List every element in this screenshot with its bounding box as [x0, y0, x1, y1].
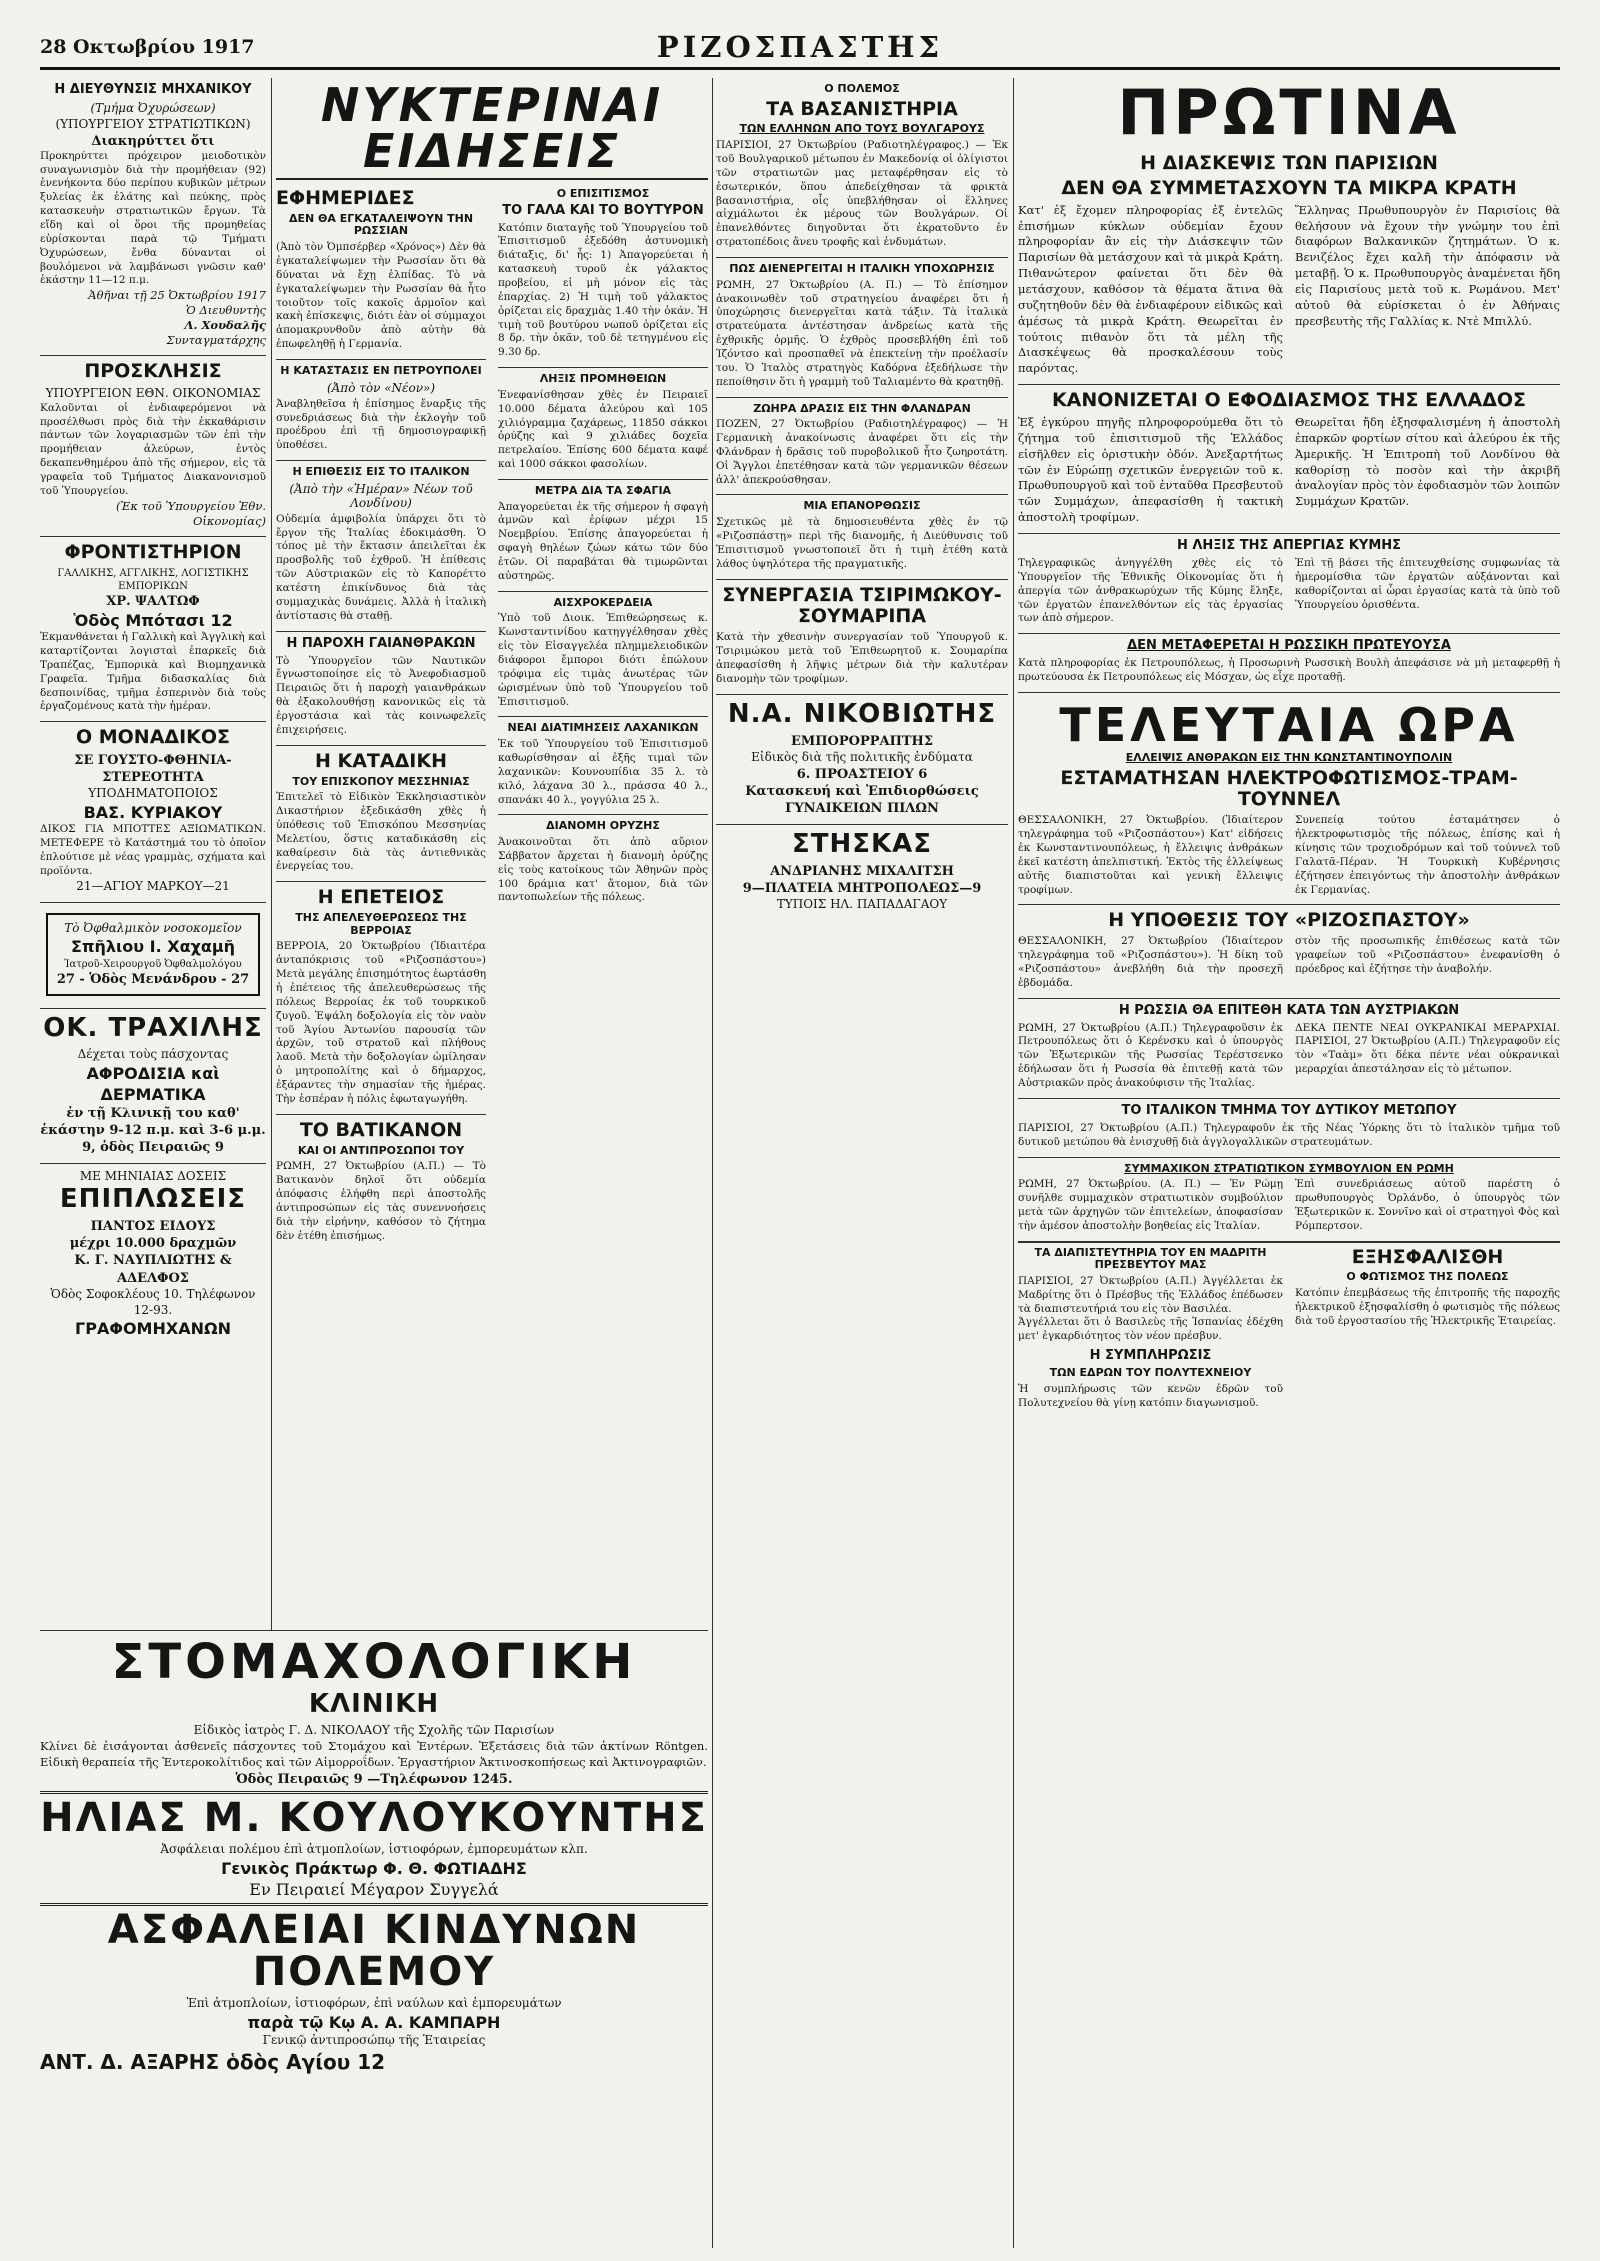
supply-body: Ἐνεφανίσθησαν χθὲς ἐν Πειραιεῖ 10.000 δέματα ἀλεύρου καὶ 105 χιλιόγραμμα ζαχάρεως, 11850 σάκκοι ὀρύζης καὶ 9 χιλιάδες δοχεῖα πετρελαίου. Ἐπίσης 600 δέματα καφέ καὶ 1000 σάκκοι φασολίων. [498, 388, 708, 471]
notice-title: Η ΔΙΕΥΘΥΝΣΙΣ ΜΗΧΑΝΙΚΟΥ [54, 82, 252, 97]
exosf-body: Κατόπιν ἐπεμβάσεως τῆς ἐπιτροπῆς τῆς παροχῆς ἠλεκτρικοῦ ἐξησφαλίσθη ὁ φωτισμὸς τῆς πόλεως διὰ τοῦ ἐργοστασίου τῆς Ἠλεκτρικῆς Ἑταιρείας. [1295, 1287, 1560, 1327]
news-body: Τὸ Ὑπουργεῖον τῶν Ναυτικῶν ἔγνωστοποίησε εἰς τὸ Ἀνεφοδιασμοῦ Πειραιῶς ὅτι ἡ παροχὴ γαιανθράκων θὰ ἐξακολουθήσῃ κανονικῶς εἰς τὰ ἐργοστάσια καὶ τὰς κοινωφελεῖς ἐπιχειρήσεις. [276, 654, 486, 736]
masthead [40, 30, 1560, 70]
koul-line: Ἀσφάλειαι πολέμου ἐπὶ ἀτμοπλοίων, ἱστιοφόρων, ἐμπορευμάτων κλπ. [160, 1841, 588, 1856]
ad-title: ΣΤΗΣΚΑΣ [791, 829, 933, 859]
war-body: ΠΑΡΙΣΙΟΙ, 27 Ὀκτωβρίου (Ραδιοτηλέγραφος.) — Ἐκ τοῦ Βουλγαρικοῦ μέτωπου ἐν Μακεδονίᾳ οἱ ὀλίγιστοι τῶν στρατιωτῶν μας μεταφέρθησαν εἰς τὸ ἐσωτερικόν, ὅπου ἀπεδείχθησαν τὰ φρικτὰ βασανιστήρια, οἷς ὑπεβλήθησαν οἱ ἕλληνες αἰχμάλωτοι ἐκ μέρους τῶν Βουλγάρων. Οἱ ἐπανελθόντες διηγοῦνται ὅτι ἐκρατοῦντο ἐν στρατοπέδοις ἄνευ τροφῆς καὶ ἐνδυμάτων. [716, 139, 1008, 249]
notice-signature: (Ἐκ τοῦ Ὑπουργείου Ἐθν. Οἰκονομίας) [116, 498, 266, 528]
supply-body: Ἀνακοινοῦται ὅτι ἀπὸ αὔριον Σάββατον ἄρχεται ἡ διανομὴ ὀρύζης εἰς τοὺς κατοίκους τῶν Ἀθηνῶν πρὸς 100 δράμια κατ' ἄτομον, διὰ τῶν παντοπωλείων τῆς πόλεως. [498, 836, 708, 904]
war-body: ΡΩΜΗ, 27 Ὀκτωβρίου (Α. Π.) — Τὸ ἐπίσημον ἀνακοινωθὲν τοῦ στρατηγείου ἀναφέρει ὅτι ἡ ὑποχώρησις διενεργεῖται κατὰ τάξιν. Τὰ ἰταλικὰ στρατεύματα ἀντέστησαν ἀνδρείως κατὰ τῆς ἐχθρικῆς ὁρμῆς. Ὁ ἐχθρὸς προσεβλήθη ἐπὶ τοῦ Ἰζόντσο καὶ προσπαθεῖ νὰ ἐπεκτείνῃ τὴν προέλασίν του. Ὁ Ἰταλὸς στρατηγὸς Καδόρνα ἐξεδήλωσε τὴν πεποίθησιν ὅτι ἡ γραμμὴ τοῦ Ταλιαμέντο θὰ κρατηθῇ. [716, 278, 1008, 388]
paris-conference [1018, 148, 1560, 385]
notice-body: Προκηρύττει πρόχειρον μειοδοτικὸν συναγωνισμὸν διὰ τὴν προμήθειαν (92) ἐνενήκοντα δύο περίπου κυβικῶν μέτρων ξυλείας ἐκ ἐλάτης καὶ πεύκης, πρὸς κατασκευὴν στρατιωτικῶν ἔργων. Τὰ εἴδη καὶ οἱ ὅροι τῆς προμηθείας εὑρίσκονται παρὰ τῷ Τμήματι Ὀχυρώσεων, ἔνθα δύνανται οἱ βουλόμενοι νὰ λαμβάνωσι γνῶσιν καθ' ἑκάστην 11—12 π.μ. [40, 149, 266, 287]
news-body: Ἐπιτελεῖ τὸ Εἰδικὸν Ἐκκλησιαστικὸν Δικαστήριον ἐξεδικάσθη χθὲς ἡ ὑπόθεσις τοῦ Ἐπισκόπου Μεσσηνίας Μελετίου, ὅστις καταδικάσθη εἰς καθαίρεσιν διὰ τὰς ἀντιεθνικὰς ἐνεργείας του. [276, 791, 486, 873]
supply-item [498, 815, 708, 912]
supply-item [498, 480, 708, 592]
ad-line: Κ. Γ. ΝΑΥΠΛΙΩΤΗΣ & ΑΔΕΛΦΟΣ [74, 1253, 232, 1286]
ad-title: ΟΚ. ΤΡΑΧΙΛΗΣ [43, 1012, 263, 1043]
ad-line: Ὁδὸς Σοφοκλέους 10. Τηλέφωνον 12-93. [50, 1286, 256, 1317]
ad-line: ἐν τῇ Κλινικῇ του καθ' ἑκάστην 9-12 π.μ. καὶ 3-6 μ.μ. [40, 1105, 266, 1139]
supply-title: ΛΗΞΙΣ ΠΡΟΜΗΘΕΙΩΝ [539, 372, 667, 386]
aus-title: Η ΡΩΣΣΙΑ ΘΑ ΕΠΙΤΕΘΗ ΚΑΤΑ ΤΩΝ ΑΥΣΤΡΙΑΚΩΝ [1118, 1002, 1460, 1018]
ration-title: ΚΑΝΟΝΙΖΕΤΑΙ Ο ΕΦΟΔΙΑΣΜΟΣ ΤΗΣ ΕΛΛΑΔΟΣ [1051, 389, 1527, 412]
ad-body: Ἐκμανθάνεται ἡ Γαλλικὴ καὶ Ἀγγλικὴ καὶ καταρτίζονται λογισταὶ ἐπαρκεῖς διὰ Τραπέζας, Ἐμπορικὰ καὶ Βιομηχανικὰ Γραφεῖα. Τμῆμα διδασκαλίας διὰ δεσποινίδας, τμῆμα ἐσπερινὸν διὰ τοὺς ἐργαζομένους κατὰ τὴν ἡμέραν. [40, 631, 266, 713]
war-title: ΤΑ ΒΑΣΑΝΙΣΤΗΡΙΑ [766, 97, 958, 120]
latest-news-banner: ΠΡΩΤΙΝΑ [1117, 78, 1461, 149]
notice-line: (ΥΠΟΥΡΓΕΙΟΥ ΣΤΡΑΤΙΩΤΙΚΩΝ) [55, 116, 251, 131]
madrid-body: ΠΑΡΙΣΙΟΙ, 27 Ὀκτωβρίου (Α.Π.) Ἀγγέλλεται ἐκ Μαδρίτης ὅτι ὁ Πρέσβυς τῆς Ἑλλάδος ἐπέδωσεν τὰ διαπιστευτήριά του εἰς τὸν Βασιλέα. [1018, 1274, 1283, 1315]
column-rule [1013, 78, 1014, 2248]
news-body: ΡΩΜΗ, 27 Ὀκτωβρίου (Α.Π.) — Τὸ Βατικανὸν δηλοῖ ὅτι οὐδεμία ἀπόφασις ἐλήφθη περὶ ἀποστολῆς ἀντιπροσώπων εἰς τὰς συνεννοήσεις διὰ τὴν εἰρήνην, καθόσον τὸ ζήτημα δὲν ἐτέθη ἐπισήμως. [276, 1160, 486, 1242]
russia-title: ΔΕΝ ΜΕΤΑΦΕΡΕΤΑΙ Η ΡΩΣΣΙΚΗ ΠΡΩΤΕΥΟΥΣΑ [1127, 638, 1451, 654]
kymi-strike [1018, 534, 1560, 634]
war-title: ΜΙΑ ΕΠΑΝΟΡΘΩΣΙΣ [803, 499, 921, 513]
war-item [716, 78, 1008, 258]
notice-signature: Ὁ Διευθυντὴς [185, 303, 266, 318]
aus-body-left: ΡΩΜΗ, 27 Ὀκτωβρίου (Α.Π.) Τηλεγραφοῦσιν ἐκ Πετρουπόλεως ὅτι ὁ Κερένσκυ καὶ ὁ ὑπουργὸς τῶν Ἐξωτερικῶν τῆς Ρωσσίας Τερέστσενκο ἐδήλωσαν ὅτι ἡ Ρωσσία θὰ ἐπιτεθῇ κατὰ τῶν Αὐστριακῶν πρὸς ἀνακούφισιν τῆς Ἰταλίας. [1018, 1021, 1283, 1090]
ad-line: 9, ὁδὸς Πειραιῶς 9 [82, 1140, 224, 1156]
ad-line: 6. ΠΡΟΑΣΤΕΙΟΥ 6 [796, 766, 928, 782]
ad-frame [46, 913, 260, 996]
news-title: Η ΚΑΤΑΣΤΑΣΙΣ ΕΝ ΠΕΤΡΟΥΠΟΛΕΙ [280, 364, 482, 377]
war-kicker: Ο ΠΟΛΕΜΟΣ [824, 82, 900, 95]
news-title: ΤΟ ΒΑΤΙΚΑΝΟΝ [299, 1118, 463, 1141]
greece-supply [1018, 385, 1560, 534]
supply-body: Ἀπαγορεύεται ἐκ τῆς σήμερον ἡ σφαγὴ ἀμνῶν καὶ ἐρίφων μέχρι 15 Νοεμβρίου. Ἐπίσης ἀπαγορεύεται ἡ σφαγὴ θηλέων ζώων κάτω τῶν δύο ἐτῶν. Οἱ παραβάται θὰ τιμωρῶνται αὐστηρῶς. [498, 500, 708, 582]
russia-body: Κατὰ πληροφορίας ἐκ Πετρουπόλεως, ἡ Προσωρινὴ Ρωσσικὴ Βουλὴ ἀπεφάσισε νὰ μὴ μεταφερθῇ ἡ πρωτεύουσα ἐκ Πετρουπόλεως εἰς Μόσχαν, ὡς εἶχε προταθῇ. [1018, 657, 1560, 684]
war-item [716, 495, 1008, 579]
notice-signature: Λ. Χουδαλῆς [184, 318, 266, 333]
symp-subtitle: ΤΩΝ ΕΔΡΩΝ ΤΟΥ ΠΟΛΥΤΕΧΝΕΙΟΥ [1049, 1366, 1252, 1380]
news-body: (Ἀπὸ τὸν Ὀμπσέρβερ «Χρόνος») Δὲν θὰ ἐγκαταλείψωμεν τὴν Ρωσσίαν ὅτι θὰ δύναται νὰ ἔχῃ ἐλπίδας. Τὸ νὰ ἐγκαταλείψωμεν τὴν Ρωσσίαν θὰ ἦτο τοιοῦτον τοῖς κακοῖς ἀρμοῖον καὶ κακὴ ἐπίσκεψις, διότι ἐὰν οἱ σύμμαχοι ἀπομακρυνθοῦν ἀπὸ αὐτὴν θὰ ἐπωφεληθῇ ἡ Γερμανία. [276, 241, 486, 351]
madrid-item [1018, 1247, 1283, 1411]
news-item [276, 632, 486, 746]
news-title: Η ΕΠΕΤΕΙΟΣ [317, 886, 445, 909]
madrid-title: ΤΑ ΔΙΑΠΙΣΤΕΥΤΗΡΙΑ ΤΟΥ ΕΝ ΜΑΔΡΙΤΗ ΠΡΕΣΒΕΥΤΟΥ ΜΑΣ [1034, 1245, 1267, 1272]
ally-body-right: Ἐπὶ συνεδριάσεως αὐτοῦ παρέστη ὁ πρωθυπουργὸς Ὀρλάνδο, ὁ ὑπουργὸς τῶν Ἐξωτερικῶν κ. Σοννῖνο καὶ οἱ στρατηγοὶ Φὸς καὶ Ρόμπερτσον. [1295, 1178, 1560, 1232]
insurance-agent: παρὰ τῷ Κῳ Α. Α. ΚΑΜΠΑΡΗ [247, 2012, 501, 2032]
ad-title: Ν.Α. ΝΙΚΟΒΙΩΤΗΣ [727, 698, 997, 729]
war-item [716, 580, 1008, 695]
war-body: Κατὰ τὴν χθεσινὴν συνεργασίαν τοῦ Ὑπουργοῦ κ. Τσιριμώκου μετὰ τοῦ Ἐπιθεωρητοῦ κ. Σουμαρίπα ἀπεφασίσθη ἡ λῆψις μέτρων διὰ τὴν καλυτέραν διανομὴν τῶν τροφίμων. [716, 631, 1008, 685]
news-title: Η ΕΠΙΘΕΣΙΣ ΕΙΣ ΤΟ ΙΤΑΛΙΚΟΝ [292, 465, 470, 479]
supply-body: Κατόπιν διαταγῆς τοῦ Ὑπουργείου τοῦ Ἐπισιτισμοῦ ἐξεδόθη ἀστυνομικὴ διάταξις, δι' ἧς: 1) Ἀπαγορεύεται ἡ κατασκευὴ τυροῦ ἐκ γάλακτος προβείου, εἰ μὴ μόνον εἰς τὰς ἐπαρχίας. 2) Ἡ τιμὴ τοῦ γάλακτος ὁρίζεται εἰς δραχμὰς 1.40 τὴν ὀκάν. Ἡ τιμὴ τοῦ βουτύρου νωποῦ ὁρίζεται εἰς 8 δρ. τὴν ὀκᾶν, τοῦ δὲ τετηγμένου εἰς 9.30 δρ. [498, 221, 708, 359]
russian-capital [1018, 634, 1560, 693]
ad-line: Ὁδὸς Μπότασι 12 [73, 611, 233, 631]
news-title: Η ΠΑΡΟΧΗ ΓΑΙΑΝΘΡΑΚΩΝ [286, 635, 476, 651]
news-item [276, 360, 486, 461]
news-subtitle: (Ἀπὸ τὴν «Ἡμέραν» Νέων τοῦ Λονδίνου) [289, 481, 473, 510]
ad-line: Τὸ Ὀφθαλμικὸν νοσοκομεῖον [64, 920, 242, 935]
column-4 [1018, 78, 1560, 2248]
news-body: Ἀναβληθεῖσα ἡ ἐπίσημος ἔναρξις τῆς συνεδριάσεως διὰ τὴν ἐκλογὴν τοῦ προέδρου ἐπὶ τῇ δημοσιογραφικῇ ὑποθέσει. [276, 397, 486, 452]
war-item [716, 398, 1008, 496]
ad-line: ΓΡΑΦΟΜΗΧΑΝΩΝ [75, 1319, 231, 1339]
symp-title: Η ΣΥΜΠΛΗΡΩΣΙΣ [1089, 1348, 1212, 1364]
ad-ophthalmic-box [40, 903, 266, 1009]
notice-invitation [40, 356, 266, 537]
issue-date: 28 Οκτωβρίου 1917 [40, 36, 255, 58]
news-item [276, 183, 486, 360]
ad-line: ΜΕ ΜΗΝΙΑΙΑΣ ΔΟΣΕΙΣ [79, 1169, 227, 1184]
insurance-bottom: ΑΝΤ. Δ. ΑΞΑΡΗΣ ὁδὸς Αγίου 12 [40, 2049, 386, 2074]
riz-title: Η ΥΠΟΘΕΣΙΣ ΤΟΥ «ΡΙΖΟΣΠΑΣΤΟΥ» [1108, 909, 1470, 932]
ad-line: 27 - Ὁδὸς Μενάνδρου - 27 [56, 971, 250, 987]
ration-body-right: Θεωρεῖται ἤδη ἐξησφαλισμένη ἡ ἀποστολὴ ἐπαρκῶν φορτίων σίτου καὶ ἀλεύρου ἐκ τῆς Ἀμερικῆς. Ἡ Ἐπιτροπὴ τοῦ Λονδίνου θὰ καθορίσῃ τὸ ποσὸν καὶ τὴν ἀκριβῆ ἀναλογίαν πρὸς τὸν ἐφοδιασμὸν τῶν λοιπῶν Συμμάχων Κρατῶν. [1295, 414, 1560, 509]
supply-title: ΜΕΤΡΑ ΔΙΑ ΤΑ ΣΦΑΓΙΑ [534, 483, 672, 497]
last-hour-body-left: ΘΕΣΣΑΛΟΝΙΚΗ, 27 Ὀκτωβρίου. (Ἰδιαίτερον τηλεγράφημα τοῦ «Ριζοσπάστου») Κατ' εἰδήσεις ἐκ Κωνσταντινουπόλεως, ἡ ἔλλειψις ἀνθράκων ἐκεῖ κατέστη ἀπελπιστική. Ἐκτὸς τῆς ἐλλείψεως αὐτῆς διαπιστοῦται καὶ γενικὴ ἔλλειψις τροφίμων. [1018, 814, 1283, 896]
news-item [276, 461, 486, 632]
ad-line: ΧΡ. ΨΑΛΤΩΦ [106, 593, 200, 609]
ad-line: Κατασκευή καὶ Ἐπιδιορθώσεις ΓΥΝΑΙΚΕΙΩΝ ΠΙΛΩΝ [745, 783, 979, 816]
supply-title: ΤΟ ΓΑΛΑ ΚΑΙ ΤΟ ΒΟΥΤΥΡΟΝ [502, 202, 704, 218]
ally-body-left: ΡΩΜΗ, 27 Ὀκτωβρίου. (Α. Π.) — Ἐν Ρώμῃ συνῆλθε συμμαχικὸν στρατιωτικὸν συμβούλιον μετὰ τῶν ἀρχηγῶν τῶν ἐπιτελείων, ἀποφασίσαν τὴν ἀμέσον ἀποστολὴν βοηθείας εἰς Ἰταλίαν. [1018, 1178, 1283, 1232]
ad-line: ΕΜΠΟΡΟΡΡΑΠΤΗΣ [790, 733, 934, 749]
news-title: ΕΦΗΜΕΡΙΔΕΣ [276, 187, 415, 209]
ad-address: 21—ΑΓΙΟΥ ΜΑΡΚΟΥ—21 [76, 878, 230, 893]
war-title: ΠΩΣ ΔΙΕΝΕΡΓΕΙΤΑΙ Η ΙΤΑΛΙΚΗ ΥΠΟΧΩΡΗΣΙΣ [729, 262, 995, 275]
divider [40, 1791, 708, 1794]
russia-austrians [1018, 999, 1560, 1099]
supply-item [498, 368, 708, 480]
war-body: Σχετικῶς μὲ τὰ δημοσιευθέντα χθὲς ἐν τῷ «Ριζοσπάστῃ» περὶ τῆς διανομῆς, ἡ Διεύθυνσις τοῦ Ἐπισιτισμοῦ γνωστοποιεῖ ὅτι ἡ τιμὴ ἐτέθη κατὰ λάθος ὑψηλότερα τῆς πραγματικῆς. [716, 516, 1008, 570]
news-body: Οὐδεμία ἀμφιβολία ὑπάρχει ὅτι τὸ ἔργον τῆς Ἰταλίας ἐδοκιμάσθη. Ὁ τόπος μὲ τὴν ἔκτασιν ἀπειλεῖται ἐκ προσβολῆς τοῦ ἐχθροῦ. Ἡ ἐπίθεσις τῶν Αὐστριακῶν εἰς τὸ Καπορέττο κατέστη ἐπικίνδυνος διὰ τὰς συμμαχικὰς δυνάμεις. Ἀλλὰ ἡ ἰταλικὴ ἀντίστασις θὰ σταθῇ. [276, 512, 486, 622]
koul-agent: Γενικὸς Πράκτωρ Φ. Θ. ΦΩΤΙΑΔΗΣ [221, 1858, 527, 1878]
notice-line: ΥΠΟΥΡΓΕΙΟΝ ΕΘΝ. ΟΙΚΟΝΟΜΙΑΣ [45, 385, 261, 400]
italian-section [1018, 1099, 1560, 1158]
news-subtitle: ΔΕΝ ΘΑ ΕΓΚΑΤΑΛΕΙΨΟΥΝ ΤΗΝ ΡΩΣΣΙΑΝ [288, 211, 474, 238]
insurance-title: ΑΣΦΑΛΕΙΑΙ ΚΙΝΔΥΝΩΝ ΠΟΛΕΜΟΥ [107, 1907, 641, 1996]
ad-line: ΣΕ ΓΟΥΣΤΟ-ΦΘΗΝΙΑ-ΣΤΕΡΕΟΤΗΤΑ [74, 753, 232, 786]
notice-signature: Συνταγματάρχης [166, 333, 266, 348]
ad-line: Εἰδικὸς διὰ τῆς πολιτικῆς ἐνδύματα [751, 749, 973, 764]
last-hour-banner: ΤΕΛΕΥΤΑΙΑ ΩΡΑ [1059, 697, 1519, 752]
war-title: ΣΥΝΕΡΓΑΣΙΑ ΤΣΙΡΙΜΩΚΟΥ-ΣΟΥΜΑΡΙΠΑ [722, 583, 1002, 628]
last-hour-body-right: Συνεπείᾳ τούτου ἐσταμάτησεν ὁ ἠλεκτροφωτισμὸς τῆς πόλεως, ἐπίσης καὶ ἡ κίνησις τῶν τροχιοδρόμων καὶ τοῦ τούννελ τοῦ Γαλατᾶ-Πέραν. Ἡ Τουρκικὴ Κυβέρνησις ἐζήτησεν ἐπειγόντως τὴν ἀποστολὴν ἀνθράκων ἐκ Γερμανίας. [1295, 814, 1560, 896]
exosf-subtitle: Ο ΦΩΤΙΣΜΟΣ ΤΗΣ ΠΟΛΕΩΣ [1346, 1270, 1509, 1284]
notice-title: ΠΡΟΣΚΛΗΣΙΣ [84, 360, 222, 383]
divider [40, 1903, 708, 1906]
lead-body-right: Ἕλληνας Πρωθυπουργὸν ἐν Παρισίοις θὰ θελήσουν νὰ ἔχουν τὴν γνώμην του ἐπὶ διαφόρων Βαλκανικῶν ζητημάτων. Ὁ κ. Βενιζέλος ἔχει καλῆ τὴν ἀπόφασιν νὰ μεταβῇ. Ὁ κ. Πρωθυπουργὸς ἀναμένεται ἤδη εἰς Παρισίους μετὰ τοῦ κ. Ρωμάνου. Μετ' αὐτοῦ θὰ εὑρίσκεται ὁ ἐν Ἀθήναις πρεσβευτὴς τῆς Γαλλίας κ. Ντὲ Μπιλλύ. [1295, 202, 1560, 328]
ad-frontistirion [40, 537, 266, 723]
last-hour [1018, 693, 1560, 905]
allied-council [1018, 1158, 1560, 1242]
lead-subtitle: ΔΕΝ ΘΑ ΣΥΜΜΕΤΑΣΧΟΥΝ ΤΑ ΜΙΚΡΑ ΚΡΑΤΗ [1061, 176, 1517, 199]
printer-line: ΤΥΠΟΙΣ ΗΛ. ΠΑΠΑΔΑΓΑΟΥ [776, 897, 948, 912]
supply-item [498, 592, 708, 718]
war-title: ΖΩΗΡΑ ΔΡΑΣΙΣ ΕΙΣ ΤΗΝ ΦΛΑΝΔΡΑΝ [753, 401, 971, 415]
ad-line: μέχρι 10.000 δραχμῶν [69, 1236, 237, 1252]
ad-line: ΑΦΡΟΔΙΣΙΑ καὶ ΔΕΡΜΑΤΙΚΑ [86, 1063, 220, 1104]
news-title: Η ΚΑΤΑΔΙΚΗ [314, 749, 447, 772]
supply-title: ΝΕΑΙ ΔΙΑΤΙΜΗΣΕΙΣ ΛΑΧΑΝΙΚΩΝ [507, 721, 699, 735]
war-body: ΠΟΖΕΝ, 27 Ὀκτωβρίου (Ραδιοτηλέγραφος) — Ἡ Γερμανικὴ ἀνακοίνωσις ἀναφέρει ὅτι εἰς τὴν Φλάνδραν ἡ δρᾶσις τοῦ πυροβολικοῦ ἦτο ζωηροτάτη. Οἱ Ἄγγλοι ἐπετέθησαν κατὰ τῶν γερμανικῶν θέσεων ἀλλ' ἀπεκρούσθησαν. [716, 418, 1008, 486]
ad-epiploseis [40, 1164, 266, 1346]
clinic-body: Κλίνει δὲ ἐισάγονται ἀσθενεῖς πάσχοντες τοῦ Στομάχου καὶ Ἐντέρων. Ἐξετάσεις διὰ τῶν ἀκτίνων Röntgen. Εἰδικὴ θεραπεία τῆς Ἐντεροκολίτιδος καὶ τῶν Αἱμορροΐδων. Ἐργαστήριον Ἀκτινοσκοπήσεως καὶ Ἀκτινογραφιῶν. [40, 1739, 708, 1769]
night-news-right [498, 183, 708, 1250]
lead-title: Η ΔΙΑΣΚΕΨΙΣ ΤΩΝ ΠΑΡΙΣΙΩΝ [1140, 152, 1438, 174]
kymi-body-right: Ἐπὶ τῇ βάσει τῆς ἐπιτευχθείσης συμφωνίας τὰ ἡμερομίσθια τῶν ἐργατῶν αὐξάνονται καὶ καθορίζονται αἱ ὧραι ἐργασίας κατὰ τὰ ὑπὸ τοῦ Ὑπουργείου ὁρισθέντα. [1295, 556, 1560, 611]
news-subtitle: ΤΟΥ ΕΠΙΣΚΟΠΟΥ ΜΕΣΣΗΝΙΑΣ [292, 774, 470, 788]
ration-body-left: Ἐξ ἐγκύρου πηγῆς πληροφορούμεθα ὅτι τὸ ζήτημα τοῦ ἐπισιτισμοῦ τῆς Ἑλλάδος εἰσῆλθεν εἰς ὁριστικὴν ὁδόν. Ἀνεξαρτήτως τῶν ἐν Εὐρώπῃ σχετικῶν ἐνεργειῶν τοῦ κ. Πρωθυπουργοῦ καὶ τοῦ ἐνταῦθα Πρεσβευτοῦ τῶν Συμμάχων, ἀπεφασίσθη ἡ τακτικὴ ἀποστολὴ τροφίμων. [1018, 414, 1283, 525]
insurance-agent2: Γενικῷ ἀντιπροσώπῳ τῆς Ἑταιρείας [262, 2032, 486, 2047]
ad-line: Σπῆλιου Ι. Χαχαμῆ [70, 937, 236, 957]
lead-body-left: Κατ' ἐξ ἔχομεν πληροφορίας ἐξ ἐντελῶς ἐπισήμων κύκλων οὐδεμίαν ἔχουν πληροφορίαν ἂν εἰς τὴν Διάσκεψιν τῶν Παρισίων θὰ μετάσχουν καὶ τὰ μικρὰ Κράτη. Πιθανώτερον φαίνεται ὅτι δὲν θὰ μετάσχουν, καθόσον τὰ θέματα ἅτινα θὰ συζητηθοῦν δὲν θὰ ἐνδιαφέρουν εἰδικῶς καὶ ἀμέσως τὰ μικρὰ Κράτη. Θεωρεῖται ἐν τούτοις πιθανὸν ὅτι τὰ μέλη τῆς Διασκέψεως θὰ προσκαλέσουν τοὺς παρόντας. [1018, 202, 1284, 376]
news-body: ΒΕΡΡΟΙΑ, 20 Ὀκτωβρίου (Ἰδιαιτέρα ἀνταπόκρισις τοῦ «Ριζοσπάστου») Μετὰ μεγάλης ἐπισημότητος ἑωρτάσθη ἡ ἐπέτειος τῆς ἀπελευθερώσεως τῆς πόλεως Βερροίας ἐκ τοῦ τουρκικοῦ ζυγοῦ. Ἐψάλη δοξολογία εἰς τὸν ναὸν τοῦ Ἁγίου Ἀντωνίου παρουσίᾳ τῶν ἀρχῶν, τοῦ στρατοῦ καὶ πλήθους λαοῦ. Μετὰ τὴν δοξολογίαν ὡμίλησαν ὁ μητροπολίτης καὶ ὁ δήμαρχος, ἐξάραντες τὴν σημασίαν τῆς ἡμέρας. Τὴν ἑσπέραν ἡ πόλις ἐφωταγωγήθη. [276, 940, 486, 1105]
supply-body: Ὑπὸ τοῦ Διοικ. Ἐπιθεώρησεως κ. Κωνσταντινίδου κατηγγέλθησαν χθὲς εἰς τὸν Εἰσαγγελέα πλημμελειοδικῶν διάφοροι ἔμποροι διότι ἐπώλουν τρόφιμα εἰς τιμὰς ἀνωτέρας τῶν ὡρισμένων ὑπὸ τοῦ Ὑπουργείου τοῦ Ἐπισιτισμοῦ. [498, 612, 708, 708]
clinic-doctor: Εἰδικὸς ἰατρὸς Γ. Δ. ΝΙΚΟΛΑΟΥ τῆς Σχολῆς τῶν Παρισίων [193, 1723, 555, 1738]
clinic-title: ΣΤΟΜΑΧΟΛΟΓΙΚΗ [111, 1634, 637, 1690]
ad-title: ΕΠΙΠΛΩΣΕΙΣ [59, 1184, 247, 1215]
supply-body: Ἐκ τοῦ Ὑπουργείου τοῦ Ἐπισιτισμοῦ καθωρίσθησαν αἱ ἐξῆς τιμαὶ τῶν λαχανικῶν: Κουνουπίδια 35 λ. τὸ κιλό, λάχανα 30 λ., πράσσα 40 λ., σπανάκι 40 λ., γογγύλια 25 λ. [498, 738, 708, 806]
koul-place: Εν Πειραιεί Μέγαρον Συγγελά [249, 1879, 499, 1899]
ad-line: ΥΠΟΔΗΜΑΤΟΠΟΙΟΣ [88, 786, 218, 801]
ad-line: ΓΑΛΛΙΚΗΣ, ΑΓΓΛΙΚΗΣ, ΛΟΓΙΣΤΙΚΗΣ ΕΜΠΟΡΙΚΩΝ [57, 567, 249, 592]
news-subtitle: (Ἀπὸ τὸν «Νέον») [326, 380, 436, 395]
kymi-body-left: Τηλεγραφικῶς ἀνηγγέλθη χθὲς εἰς τὸ Ὑπουργεῖον τῆς Ἐθνικῆς Οἰκονομίας ὅτι ἡ ἀπεργία τῶν ἀνθρακωρύχων τῆς Κύμης ἔληξε, τῶν ἐργατῶν ἐπανελθόντων εἰς τὰς ἐργασίας των ἀπὸ σήμερον. [1018, 556, 1283, 625]
ad-title: ΦΡΟΝΤΙΣΤΗΡΙΟΝ [64, 540, 242, 563]
newspaper-title: ΡΙΖΟΣΠΑΣΤΗΣ [656, 30, 944, 64]
news-item [276, 1115, 486, 1251]
news-item [276, 882, 486, 1114]
exosf-title: ΕΞΗΣΦΑΛΙΣΘΗ [1351, 1245, 1504, 1268]
notice-line: Διακηρύττει ὅτι [91, 133, 215, 149]
clinic-address: Ὁδὸς Πειραιῶς 9 —Τηλέφωνον 1245. [235, 1771, 513, 1787]
news-item [276, 746, 486, 883]
ad-stiskas [716, 825, 1008, 920]
ital-body: ΠΑΡΙΣΙΟΙ, 27 Ὀκτωβρίου (Α.Π.) Τηλεγραφοῦν ἐκ τῆς Νέας Ὑόρκης ὅτι τὸ ἰταλικὸν τμῆμα τοῦ δυτικοῦ μετώπου θὰ ἐνισχυθῇ διὰ ἀγγλογαλλικῶν στρατευμάτων. [1018, 1121, 1560, 1148]
notice-mechanic [40, 78, 266, 356]
notice-body: Καλοῦνται οἱ ἐνδιαφερόμενοι νὰ προσέλθωσι πρὸς διὰ τὴν ἐκκαθάρισιν πάντων τῶν λογαριασμῶν τῶν ἐπὶ τὴν προμήθειαν ἀλεύρων, ἐντὸς δεκαπενθημέρου ἀπὸ τῆς σήμερον, εἰς τὰ γραφεῖα τοῦ Τμήματος Διακανονισμοῦ τοῦ Ὑπουργείου. [40, 401, 266, 497]
kymi-title: Η ΛΗΞΙΣ ΤΗΣ ΑΠΕΡΓΙΑΣ ΚΥΜΗΣ [1176, 538, 1402, 553]
aus-body-right: ΔΕΚΑ ΠΕΝΤΕ ΝΕΑΙ ΟΥΚΡΑΝΙΚΑΙ ΜΕΡΑΡΧΙΑΙ. ΠΑΡΙΣΙΟΙ, 27 Ὀκτωβρίου (Α.Π.) Τηλεγραφοῦν εἰς τὸν «Ταὰμ» ὅτι δέκα πέντε νέαι οὐκρανικαὶ μεραρχίαι ἀπεστάλησαν εἰς τὸ μέτωπον. [1295, 1021, 1560, 1076]
ad-body: ΔΙΚΟΣ ΓΙΑ ΜΠΟΤΤΕΣ ΑΞΙΩΜΑΤΙΚΩΝ. ΜΕΤΕΦΕΡΕ τὸ Κατάστημά του τὸ ὁποῖον ἐπλούτισε μὲ νέας γραμμὰς, σχήματα καὶ προϊόντα. [40, 823, 266, 877]
ad-line: Δέχεται τοὺς πάσχοντας [77, 1046, 229, 1061]
column-2 [276, 78, 708, 1626]
clinic-subtitle: ΚΛΙΝΙΚΗ [308, 1689, 440, 1720]
rizospastis-case [1018, 905, 1560, 998]
ad-line: ΑΝΔΡΙΑΝΗΣ ΜΙΧΑΛΙΤΣΗ [770, 863, 954, 879]
column-3 [716, 78, 1008, 2248]
news-subtitle: ΤΗΣ ΑΠΕΛΕΥΘΕΡΩΣΕΩΣ ΤΗΣ ΒΕΡΡΟΙΑΣ [295, 911, 467, 937]
koul-name: ΗΛΙΑΣ Μ. ΚΟΥΛΟΥΚΟΥΝΤΗΣ [40, 1794, 708, 1841]
riz-body-left: ΘΕΣΣΑΛΟΝΙΚΗ, 27 Ὀκτωβρίου (Ἰδιαίτερον τηλεγράφημα τοῦ «Ριζοσπάστου»). Ἡ δίκη τοῦ «Ριζοσπάστου» ἀνεβλήθη διὰ τὴν προσεχῆ ἑβδομάδα. [1018, 935, 1283, 989]
last-hour-sub: ΕΛΛΕΙΨΙΣ ΑΝΘΡΑΚΩΝ ΕΙΣ ΤΗΝ ΚΩΝΣΤΑΝΤΙΝΟΥΠΟΛΙΝ [1125, 750, 1453, 764]
last-hour-sub: ΕΣΤΑΜΑΤΗΣΑΝ ΗΛΕΚΤΡΟΦΩΤΙΣΜΟΣ-ΤΡΑΜ-ΤΟΥΝΝΕΛ [1060, 766, 1518, 811]
ad-title: Ο ΜΟΝΑΔΙΚΟΣ [75, 726, 231, 749]
ital-title: ΤΟ ΙΤΑΛΙΚΟΝ ΤΜΗΜΑ ΤΟΥ ΔΥΤΙΚΟΥ ΜΕΤΩΠΟΥ [1121, 1102, 1457, 1118]
ad-line: Ἰατροῦ-Χειρουργοῦ Ὀφθαλμολόγου [64, 958, 242, 970]
supply-item [498, 717, 708, 815]
news-subtitle: ΚΑΙ ΟΙ ΑΝΤΙΠΡΟΣΩΠΟΙ ΤΟΥ [297, 1143, 465, 1157]
war-subtitle: ΤΩΝ ΕΛΛΗΝΩΝ ΑΠΟ ΤΟΥΣ ΒΟΥΛΓΑΡΟΥΣ [739, 122, 985, 136]
ally-title: ΣΥΜΜΑΧΙΚΟΝ ΣΤΡΑΤΙΩΤΙΚΟΝ ΣΥΜΒΟΥΛΙΟΝ ΕΝ ΡΩΜΗ [1124, 1161, 1454, 1175]
supply-kicker: Ο ΕΠΙΣΙΤΙΣΜΟΣ [556, 187, 650, 200]
notice-line: (Τμήμα Ὀχυρώσεων) [90, 100, 216, 115]
notice-signature: Ἀθῆναι τῇ 25 Ὀκτωβρίου 1917 [88, 288, 266, 303]
lighting-item [1295, 1247, 1560, 1411]
symp-body: Ἡ συμπλήρωσις τῶν κενῶν ἑδρῶν τοῦ Πολυτεχνείου θὰ γίνῃ κατόπιν διαγωνισμοῦ. [1018, 1382, 1283, 1409]
ad-line: ΠΑΝΤΟΣ ΕΙΔΟΥΣ [90, 1219, 216, 1235]
war-item [716, 258, 1008, 398]
night-news-banner: ΝΥΚΤΕΡΙΝΑΙ ΕΙΔΗΣΕΙΣ [320, 78, 664, 178]
ad-line: 9—ΠΛΑΤΕΙΑ ΜΗΤΡΟΠΟΛΕΩΣ—9 [742, 881, 982, 897]
column-rule [712, 78, 713, 2248]
riz-body-right: στὸν τῆς προσωπικῆς ἐπιθέσεως κατὰ τῶν γραφείων τοῦ «Ριζοσπάστου» ἐνεφανίσθη ὁ πρόεδρος καὶ ἐζήτησε τὴν ἀναβολήν. [1295, 935, 1560, 975]
supply-title: ΑΙΣΧΡΟΚΕΡΔΕΙΑ [553, 595, 653, 609]
madrid-body-2: Ἀγγέλλεται ὅτι ὁ Βασιλεὺς τῆς Ἰσπανίας ἐδέχθη μετ' ἐγκαρδιότητος τὸν νέον πρέσβυν. [1018, 1316, 1283, 1343]
supply-title: ΔΙΑΝΟΜΗ ΟΡΥΖΗΣ [546, 819, 660, 833]
ad-line: ΒΑΣ. ΚΥΡΙΑΚΟΥ [83, 803, 223, 823]
ad-trachilis [40, 1009, 266, 1164]
supply-item [498, 183, 708, 368]
night-news-left [276, 183, 486, 1250]
ad-monadikos [40, 722, 266, 902]
ad-nikoviotis [716, 695, 1008, 825]
bottom-ads [40, 1630, 708, 2250]
insurance-line: Ἐπὶ ἀτμοπλοίων, ἱστιοφόρων, ἐπὶ ναύλων καὶ ἐμπορευμάτων [186, 1996, 562, 2011]
